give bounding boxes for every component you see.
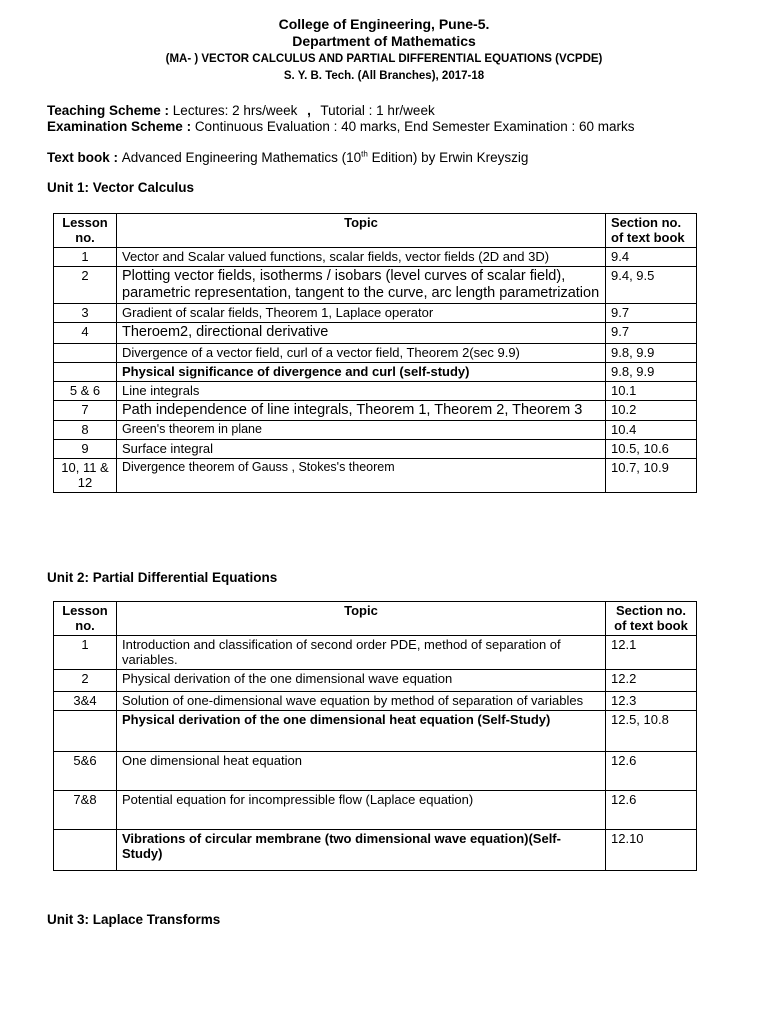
examination-scheme: Examination Scheme : Continuous Evaluation : 40 marks, End Semester Examination : 60 marks	[47, 119, 635, 134]
table-row: 9 Surface integral 10.5, 10.6	[54, 440, 697, 459]
department-name: Department of Mathematics	[292, 33, 476, 49]
document-header	[0, 16, 768, 84]
lesson-header: Lesson no.	[54, 214, 117, 248]
table-row: 7 Path independence of line integrals, Theorem 1, Theorem 2, Theorem 3 10.2	[54, 400, 697, 421]
unit1-table	[53, 213, 697, 493]
topic-header: Topic	[117, 214, 606, 248]
table-row: 4 Theroem2, directional derivative 9.7	[54, 323, 697, 344]
section-header: Section no. of text book	[606, 214, 697, 248]
table-row: 5 & 6 Line integrals 10.1	[54, 381, 697, 400]
unit1-title: Unit 1: Vector Calculus	[47, 180, 195, 195]
table-row: 3&4 Solution of one-dimensional wave equation by method of separation of variables 12.3	[54, 692, 697, 711]
textbook-label: Text book	[47, 150, 110, 165]
table-header-row	[54, 214, 697, 248]
table-row: 10, 11 & 12 Divergence theorem of Gauss , Stokes's theorem 10.7, 10.9	[54, 459, 697, 493]
table-row: 7&8 Potential equation for incompressible flow (Laplace equation) 12.6	[54, 791, 697, 830]
table-row: 8 Green's theorem in plane 10.4	[54, 421, 697, 440]
table-row: Divergence of a vector field, curl of a vector field, Theorem 2(sec 9.9) 9.8, 9.9	[54, 343, 697, 362]
table-row: Vibrations of circular membrane (two dimensional wave equation)(Self-Study) 12.10	[54, 830, 697, 871]
unit3-title: Unit 3: Laplace Transforms	[47, 912, 221, 927]
teaching-scheme-label: Teaching Scheme	[47, 103, 161, 118]
table-row: 2 Physical derivation of the one dimensional wave equation 12.2	[54, 670, 697, 692]
lesson-header: Lesson no.	[54, 602, 117, 636]
table-row: 1 Vector and Scalar valued functions, scalar fields, vector fields (2D and 3D) 9.4	[54, 248, 697, 267]
table-row: Physical significance of divergence and curl (self-study) 9.8, 9.9	[54, 362, 697, 381]
teaching-lectures: Lectures: 2 hrs/week	[172, 103, 298, 118]
unit2-title: Unit 2: Partial Differential Equations	[47, 570, 278, 585]
unit2-table	[53, 601, 697, 871]
table-row: Physical derivation of the one dimensional heat equation (Self-Study) 12.5, 10.8	[54, 711, 697, 752]
teaching-tutorial: Tutorial : 1 hr/week	[320, 103, 435, 118]
exam-scheme-label: Examination Scheme	[47, 119, 183, 134]
textbook-line: Text book : Advanced Engineering Mathematics (10th Edition) by Erwin Kreyszig	[47, 149, 529, 165]
topic-header: Topic	[117, 602, 606, 636]
teaching-scheme: Teaching Scheme : Lectures: 2 hrs/week , Tutorial : 1 hr/week	[47, 103, 435, 118]
program-line: S. Y. B. Tech. (All Branches), 2017-18	[283, 70, 485, 82]
table-row: 5&6 One dimensional heat equation 12.6	[54, 752, 697, 791]
table-row: 3 Gradient of scalar fields, Theorem 1, Laplace operator 9.7	[54, 304, 697, 323]
table-row: 2 Plotting vector fields, isotherms / isobars (level curves of scalar field), parametric representation, tangent to the curve, arc length parametrization 9.4, 9.5	[54, 267, 697, 304]
section-header: Section no. of text book	[606, 602, 697, 636]
exam-scheme-value: Continuous Evaluation : 40 marks, End Semester Examination : 60 marks	[194, 119, 635, 134]
table-header-row	[54, 602, 697, 636]
course-title: (MA- ) VECTOR CALCULUS AND PARTIAL DIFFERENTIAL EQUATIONS (VCPDE)	[165, 53, 603, 65]
table-row: 1 Introduction and classification of second order PDE, method of separation of variables. 12.1	[54, 636, 697, 670]
college-name: College of Engineering, Pune-5.	[278, 16, 490, 32]
